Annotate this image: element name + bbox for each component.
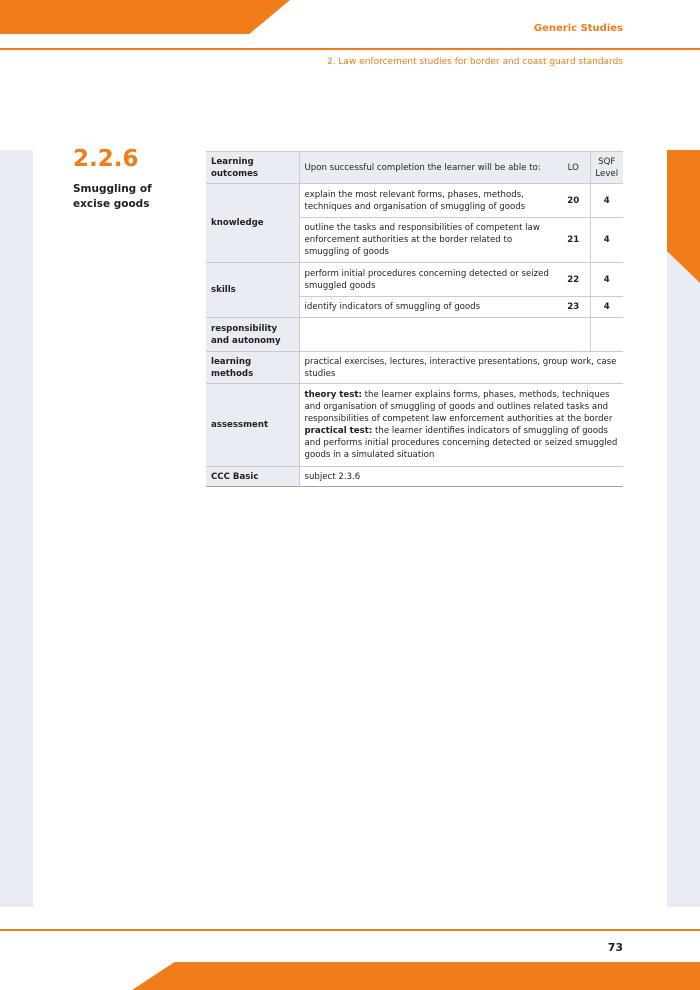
- table-header-row: [206, 152, 623, 184]
- knowledge-outcome: outline the tasks and responsibilities of competent law enforcement authorities at the border related to smuggling of goods: [299, 218, 557, 263]
- top-accent-band: [0, 0, 290, 34]
- learning-outcomes-table: [206, 151, 623, 487]
- assessment-label: assessment: [206, 384, 299, 467]
- knowledge-label: knowledge: [206, 184, 299, 263]
- section-number: 2.2.6: [73, 146, 139, 172]
- learning-methods-label: learning methods: [206, 352, 299, 384]
- sqf-level: 4: [590, 263, 623, 297]
- theory-test-label: theory test:: [304, 390, 362, 400]
- responsibility-empty: [299, 318, 590, 352]
- table-row: [206, 184, 623, 218]
- chapter-heading: 2. Law enforcement studies for border and coast guard standards: [326, 57, 623, 67]
- sqf-level-header: SQF Level: [590, 152, 623, 184]
- practical-test-text: the learner identifies indicators of smuggling of goods and performs initial procedures concerning detected or seized smuggled goods in a simulated situation: [304, 426, 618, 460]
- practical-test-label: practical test:: [304, 426, 373, 436]
- top-divider: [0, 48, 700, 50]
- theory-test-text: the learner explains forms, phases, methods, techniques and organisation of smuggling of goods and outlines related tasks and responsibilities of competent law enforcement authorities at the border: [304, 390, 613, 424]
- ccc-basic-text: subject 2.3.6: [299, 467, 623, 487]
- left-margin-strip: [0, 150, 33, 907]
- sqf-level: 4: [590, 184, 623, 218]
- skills-label: skills: [206, 263, 299, 318]
- table-row: [206, 384, 623, 467]
- outcomes-intro: Upon successful completion the learner will be able to:: [299, 152, 557, 184]
- responsibility-label: responsibility and autonomy: [206, 318, 299, 352]
- lo-header: LO: [557, 152, 590, 184]
- ccc-basic-label: CCC Basic: [206, 467, 299, 487]
- running-head: Generic Studies: [533, 23, 623, 34]
- skills-outcome: perform initial procedures concerning detected or seized smuggled goods: [299, 263, 557, 297]
- lo-number: 22: [557, 263, 590, 297]
- sqf-level: 4: [590, 218, 623, 263]
- lo-number: 20: [557, 184, 590, 218]
- responsibility-empty-level: [590, 318, 623, 352]
- skills-outcome: identify indicators of smuggling of goods: [299, 297, 557, 318]
- learning-methods-text: practical exercises, lectures, interactive presentations, group work, case studies: [299, 352, 623, 384]
- assessment-text: [299, 384, 623, 467]
- table-row: [206, 467, 623, 487]
- knowledge-outcome: explain the most relevant forms, phases, methods, techniques and organisation of smuggling of goods: [299, 184, 557, 218]
- bottom-accent-band: [132, 962, 700, 990]
- page-number: 73: [607, 941, 623, 954]
- bottom-divider: [0, 929, 700, 931]
- table-row: [206, 263, 623, 297]
- section-title: Smuggling of excise goods: [73, 183, 152, 210]
- lo-number: 23: [557, 297, 590, 318]
- sqf-level: 4: [590, 297, 623, 318]
- lo-number: 21: [557, 218, 590, 263]
- learning-outcomes-label: Learning outcomes: [206, 152, 299, 184]
- table-row: [206, 352, 623, 384]
- table-row: [206, 318, 623, 352]
